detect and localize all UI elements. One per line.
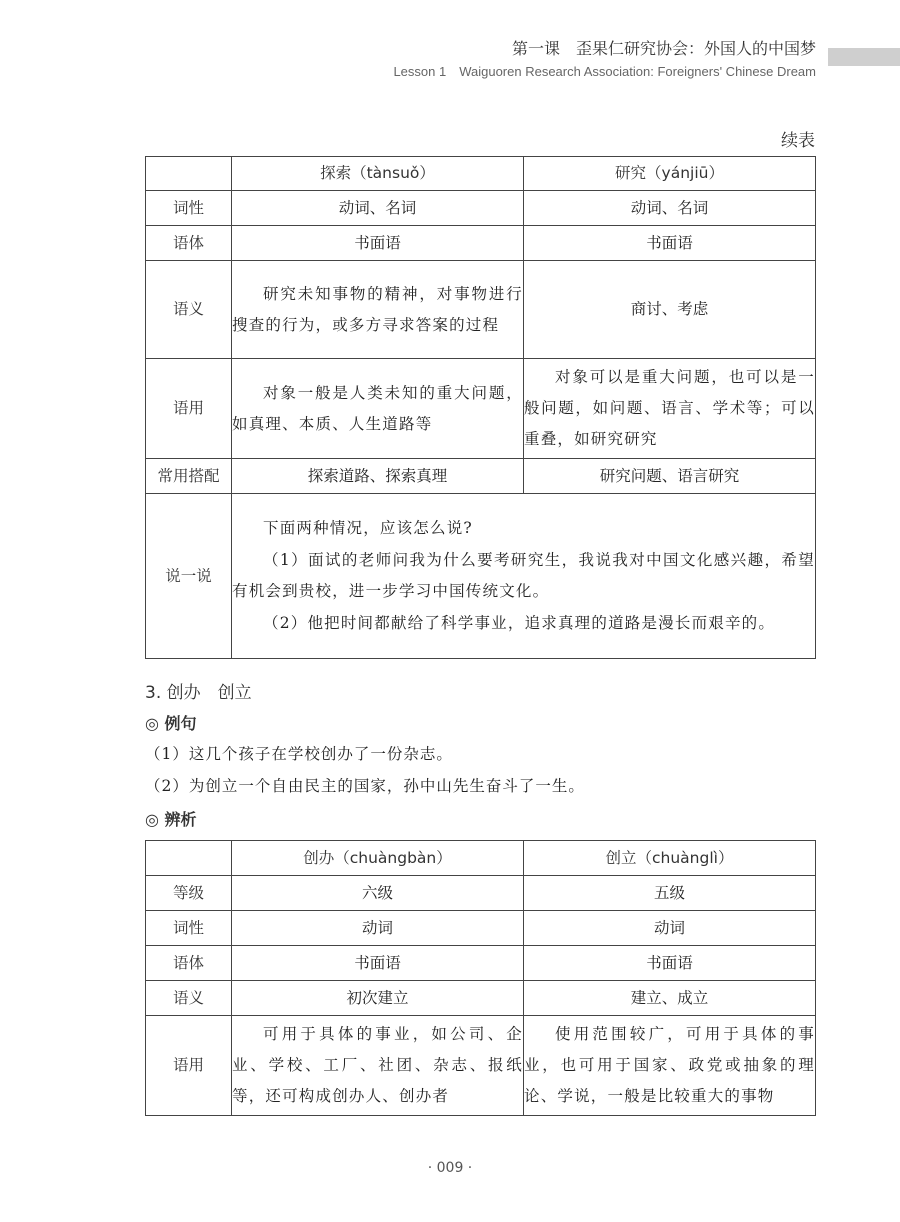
table-row	[146, 261, 816, 359]
row-label: 语义	[146, 261, 232, 359]
table-cell: 商讨、考虑	[524, 261, 816, 359]
table-row	[146, 494, 816, 659]
table-cell: 动词、名词	[232, 191, 524, 226]
page-number: · 009 ·	[427, 1160, 473, 1176]
table-cell: 书面语	[232, 226, 524, 261]
row-label: 语用	[146, 1016, 232, 1116]
running-header-title: 第一课 歪果仁研究协会：外国人的中国梦	[511, 39, 816, 58]
table-row	[146, 191, 816, 226]
table-cell: 研究问题、语言研究	[524, 459, 816, 494]
column-header-tansuo: 探索（tànsuǒ）	[232, 157, 524, 191]
table-cell: 可用于具体的事业，如公司、企业、学校、工厂、社团、杂志、报纸等，还可构成创办人、创办者	[232, 1016, 524, 1116]
continued-label: 续表	[781, 131, 815, 151]
running-header-subtitle: Lesson 1 Waiguoren Research Association: Foreigners' Chinese Dream	[393, 64, 816, 79]
table-row	[146, 359, 816, 459]
table-row	[146, 911, 816, 946]
table-row	[146, 459, 816, 494]
table-row	[146, 946, 816, 981]
column-header-chuangban: 创办（chuàngbàn）	[232, 841, 524, 876]
table-cell: 对象可以是重大问题，也可以是一般问题，如问题、语言、学术等；可以重叠，如研究研究	[524, 359, 816, 459]
table-row	[146, 981, 816, 1016]
exercise-item: （1）面试的老师问我为什么要考研究生，我说我对中国文化感兴趣，希望有机会到贵校，进一步学习中国传统文化。	[232, 550, 815, 600]
header-tab-marker	[828, 48, 900, 66]
exercise-item: （2）他把时间都献给了科学事业，追求真理的道路是漫长而艰辛的。	[263, 613, 776, 632]
row-label: 语义	[146, 981, 232, 1016]
table-row	[146, 1016, 816, 1116]
table-cell: 探索道路、探索真理	[232, 459, 524, 494]
column-header-yanjiu: 研究（yánjiū）	[524, 157, 816, 191]
table-cell: 书面语	[232, 946, 524, 981]
analysis-heading: ◎ 辨析	[145, 810, 197, 829]
row-label: 常用搭配	[146, 459, 232, 494]
exercise-prompt: 下面两种情况，应该怎么说?	[263, 519, 473, 537]
table-cell: 使用范围较广，可用于具体的事业，也可用于国家、政党或抽象的理论、学说，一般是比较重大的事物	[524, 1016, 816, 1116]
column-header-chuangli: 创立（chuànglì）	[524, 841, 816, 876]
row-label: 语用	[146, 359, 232, 459]
table-corner-cell	[146, 841, 232, 876]
table-corner-cell	[146, 157, 232, 191]
table-cell: 动词	[232, 911, 524, 946]
table-cell: 书面语	[524, 946, 816, 981]
row-label: 词性	[146, 911, 232, 946]
table-cell: 动词、名词	[524, 191, 816, 226]
table-row	[146, 876, 816, 911]
table-row	[146, 841, 816, 876]
row-label: 说一说	[146, 494, 232, 659]
table-cell: 研究未知事物的精神，对事物进行搜查的行为，或多方寻求答案的过程	[232, 261, 524, 359]
table-cell: 六级	[232, 876, 524, 911]
table-cell: 初次建立	[232, 981, 524, 1016]
examples-heading: ◎ 例句	[145, 714, 197, 733]
row-label: 等级	[146, 876, 232, 911]
table-row	[146, 157, 816, 191]
row-label: 语体	[146, 226, 232, 261]
table-cell: 对象一般是人类未知的重大问题，如真理、本质、人生道路等	[232, 359, 524, 459]
table-cell: 五级	[524, 876, 816, 911]
row-label: 词性	[146, 191, 232, 226]
example-sentence: （1）这几个孩子在学校创办了一份杂志。	[145, 745, 453, 763]
table-cell: 建立、成立	[524, 981, 816, 1016]
comparison-table-tansuo-yanjiu	[145, 156, 816, 659]
comparison-table-chuangban-chuangli	[145, 840, 816, 1116]
example-sentence: （2）为创立一个自由民主的国家，孙中山先生奋斗了一生。	[145, 777, 585, 795]
section-title: 3. 创办 创立	[145, 683, 252, 703]
speaking-exercise-cell	[232, 494, 816, 659]
row-label: 语体	[146, 946, 232, 981]
table-row	[146, 226, 816, 261]
table-cell: 书面语	[524, 226, 816, 261]
table-cell: 动词	[524, 911, 816, 946]
